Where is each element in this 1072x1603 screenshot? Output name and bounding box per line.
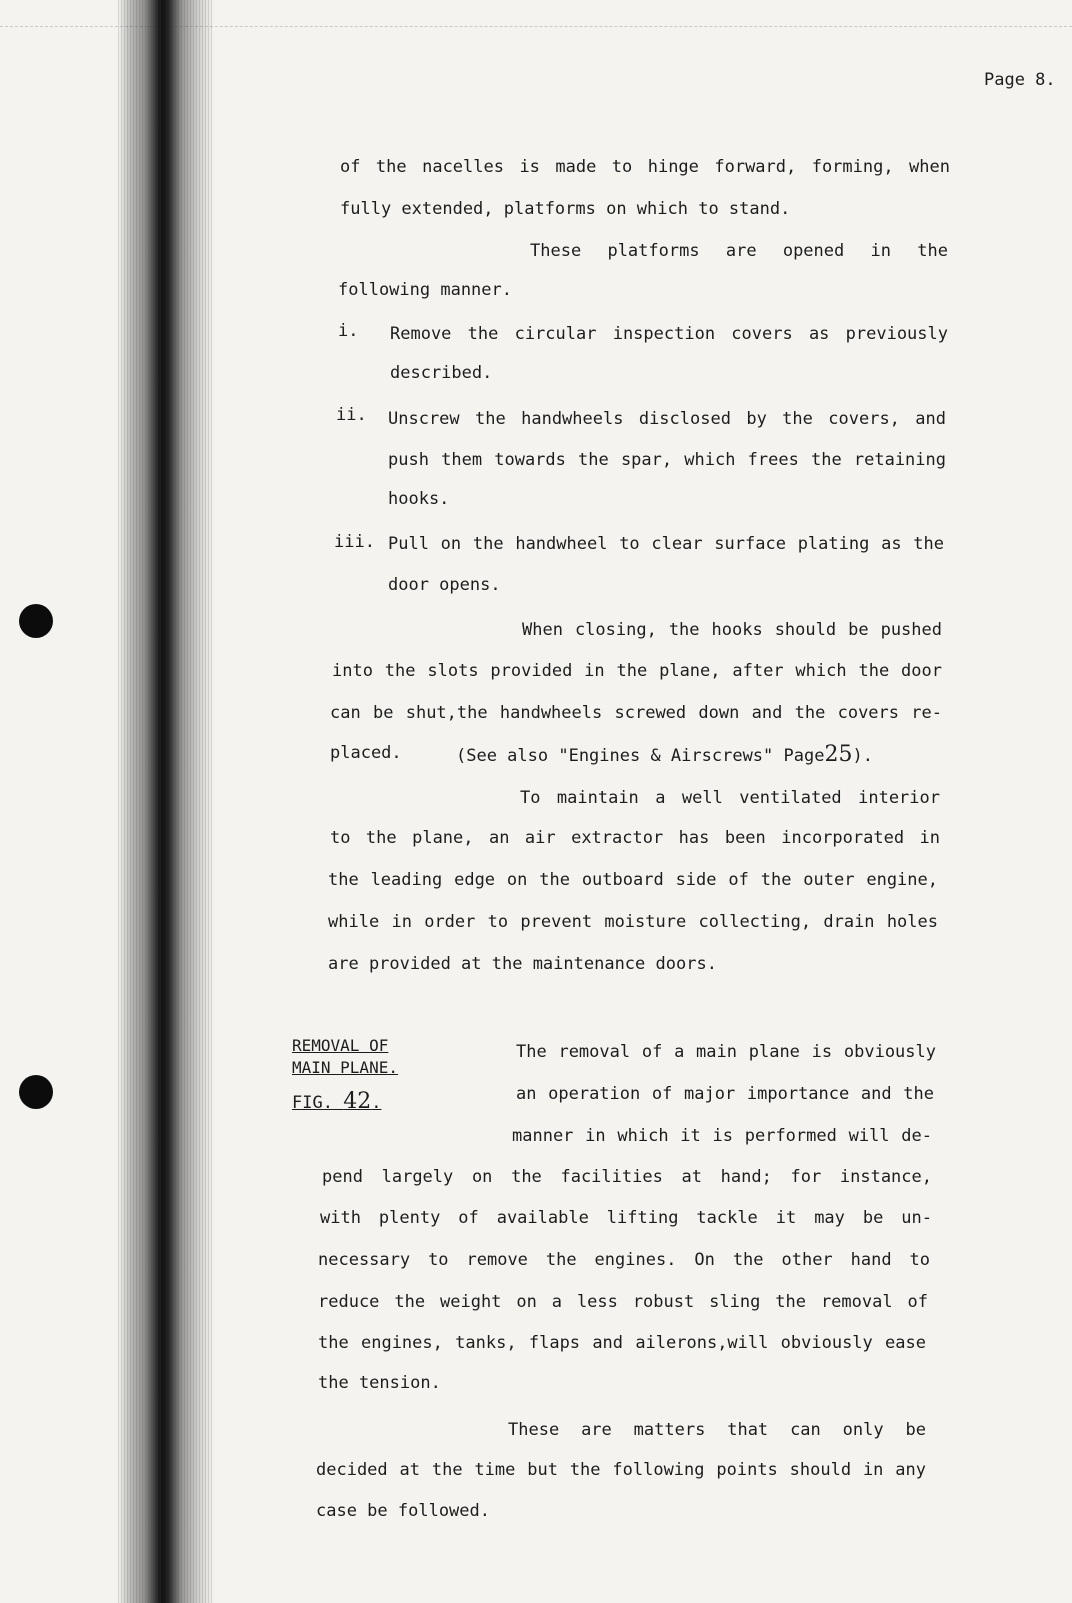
text-line: an operation of major importance and the — [516, 1084, 934, 1104]
section-heading: MAIN PLANE. — [292, 1058, 398, 1077]
text-line: decided at the time but the following points should in any — [316, 1460, 926, 1480]
text-line: These platforms are opened in the — [530, 241, 948, 261]
text-line: These are matters that can only be — [508, 1420, 926, 1440]
text-line: into the slots provided in the plane, after which the door — [332, 661, 942, 681]
list-item-text: hooks. — [388, 489, 450, 509]
text-line: with plenty of available lifting tackle it may be un- — [320, 1208, 932, 1228]
list-number: ii. — [336, 405, 367, 425]
list-number: i. — [338, 321, 359, 341]
text-line: while in order to prevent moisture collecting, drain holes — [328, 912, 938, 932]
list-item-text: Remove the circular inspection covers as previously — [390, 324, 948, 344]
punch-hole — [19, 604, 53, 638]
page-number: Page 8. — [984, 70, 1056, 90]
binding-shadow — [118, 0, 214, 1603]
text-line: The removal of a main plane is obviously — [516, 1042, 936, 1062]
handwritten-page-number: 25 — [824, 742, 853, 767]
text-line: placed. — [330, 743, 402, 763]
text-line: case be followed. — [316, 1501, 490, 1521]
list-item-text: described. — [390, 363, 493, 383]
text-line: When closing, the hooks should be pushed — [522, 620, 942, 640]
text-line: to the plane, an air extractor has been incorporated in — [330, 828, 940, 848]
text-line: the tension. — [318, 1373, 441, 1393]
figure-reference: FIG. 42. — [292, 1089, 382, 1114]
text-line: To maintain a well ventilated interior — [520, 788, 940, 808]
text-line: fully extended, platforms on which to stand. — [340, 199, 791, 219]
text-line: the leading edge on the outboard side of the outer engine, — [328, 870, 938, 890]
list-item-text: Unscrew the handwheels disclosed by the covers, and — [388, 409, 946, 429]
list-item-text: Pull on the handwheel to clear surface plating as the — [388, 534, 944, 554]
text-line: are provided at the maintenance doors. — [328, 954, 717, 974]
punch-hole — [19, 1075, 53, 1109]
handwritten-figure-number: 42 — [343, 1089, 372, 1114]
cross-reference: (See also "Engines & Airscrews" Page25). — [456, 742, 873, 767]
text-line: following manner. — [338, 280, 512, 300]
text-line: of the nacelles is made to hinge forward, forming, when — [340, 157, 950, 177]
list-item-text: push them towards the spar, which frees the retaining — [388, 450, 946, 470]
section-heading: REMOVAL OF — [292, 1036, 389, 1055]
text-line: necessary to remove the engines. On the other hand to — [318, 1250, 930, 1270]
list-number: iii. — [334, 532, 375, 552]
text-line: manner in which it is performed will de- — [512, 1126, 932, 1146]
list-item-text: door opens. — [388, 575, 501, 595]
text-line: can be shut,the handwheels screwed down and the covers re- — [330, 703, 942, 723]
text-line: the engines, tanks, flaps and ailerons,will obviously ease — [318, 1333, 926, 1353]
text-line: reduce the weight on a less robust sling the removal of — [318, 1292, 928, 1312]
text-line: pend largely on the facilities at hand; for instance, — [322, 1167, 932, 1187]
